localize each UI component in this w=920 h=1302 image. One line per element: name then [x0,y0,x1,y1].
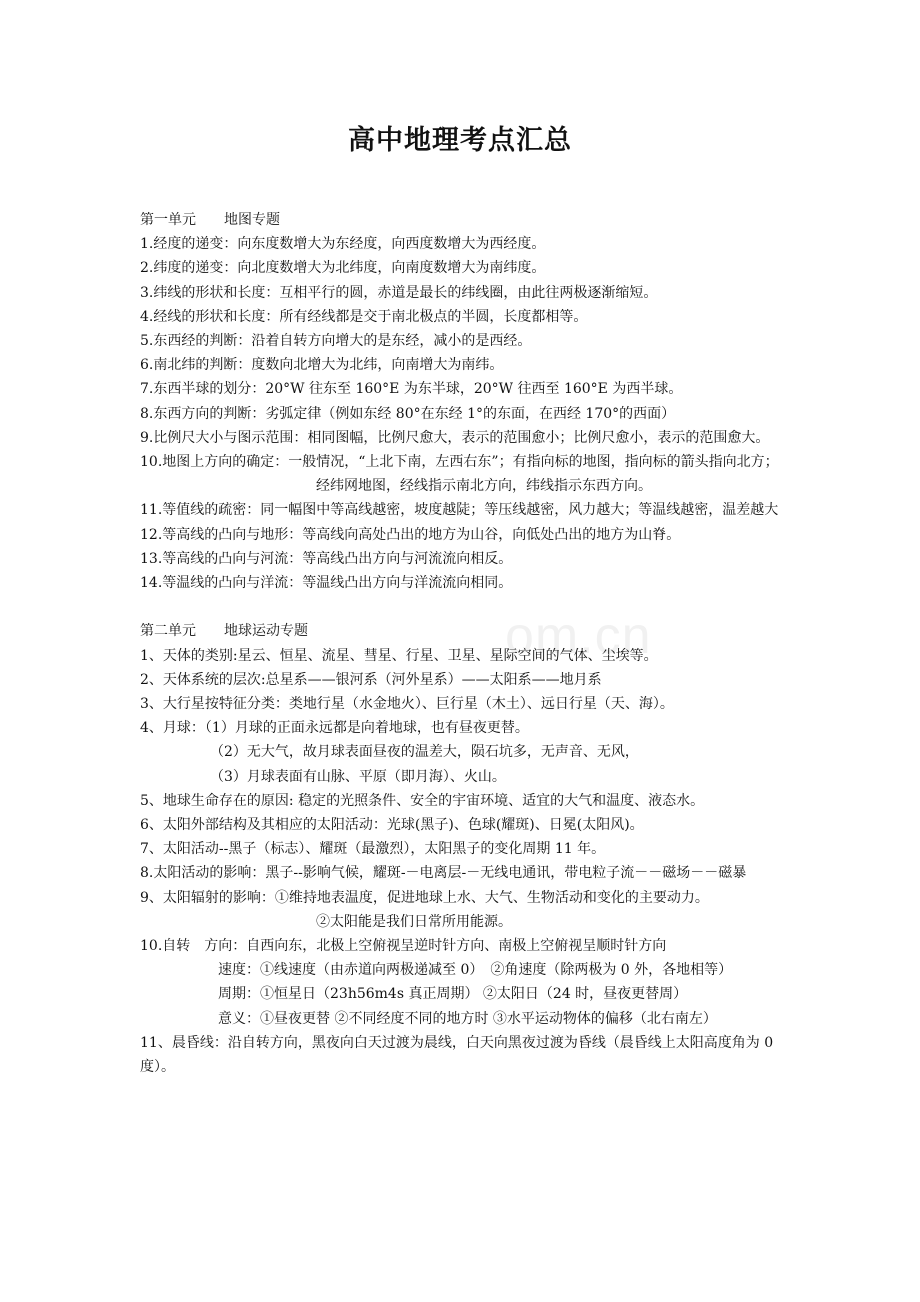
text-line: 1、天体的类别:星云、恒星、流星、彗星、行星、卫星、星际空间的气体、尘埃等。 [140,647,658,664]
text-line: （2）无大气，故月球表面昼夜的温差大，陨石坑多，无声音、无风， [210,744,639,761]
text-line: 4.经线的形状和长度：所有经线都是交于南北极点的半圆，长度都相等。 [140,308,588,325]
page-title: 高中地理考点汇总 [348,125,572,156]
text-line: 9、太阳辐射的影响：①维持地表温度，促进地球上水、大气、生物活动和变化的主要动力。 [140,889,709,906]
text-line: 6、太阳外部结构及其相应的太阳活动：光球(黑子)、色球(耀斑)、日冕(太阳风)。 [140,817,644,834]
text-line: 7.东西半球的划分：20°W 往东至 160°E 为东半球，20°W 往西至 160°E 为西半球。 [140,381,683,398]
text-line: 9.比例尺大小与图示范围：相同图幅，比例尺愈大，表示的范围愈小；比例尺愈小，表示的范围愈大。 [140,429,770,446]
text-line: 周期：①恒星日（23h56m4s 真正周期） ②太阳日（24 时，昼夜更替周） [218,986,688,1003]
text-line: 10.自转 方向：自西向东，北极上空俯视呈逆时针方向、南极上空俯视呈顺时针方向 [140,938,667,955]
text-line: 3、大行星按特征分类：类地行星（水金地火）、巨行星（木土）、远日行星（天、海）。 [140,696,674,713]
text-line: 3.纬线的形状和长度：互相平行的圆，赤道是最长的纬线圈，由此往两极逐渐缩短。 [140,284,658,301]
text-line: 意义：①昼夜更替 ②不同经度不同的地方时 ③水平运动物体的偏移（北右南左） [218,1010,717,1027]
text-line: 10.地图上方向的确定：一般情况，“上北下南，左西右东”；有指向标的地图，指向标的箭头指向北方； [140,454,779,471]
text-line: 2.纬度的递变：向北度数增大为北纬度，向南度数增大为南纬度。 [140,260,546,277]
text-line: 12.等高线的凸向与地形：等高线向高处凸出的地方为山谷，向低处凸出的地方为山脊。 [140,526,681,543]
text-line: 14.等温线的凸向与洋流：等温线凸出方向与洋流流向相同。 [140,575,513,592]
text-line: 11、晨昏线：沿自转方向，黑夜向白天过渡为晨线，白天向黑夜过渡为昏线（晨昏线上太阳高度角为 0 度）。 [140,1034,774,1076]
watermark: om.cn [505,607,652,665]
spacer [140,595,810,619]
text-line: 速度：①线速度（由赤道向两极递减至 0） ②角速度（除两极为 0 外，各地相等） [218,962,733,979]
text-line: 2、天体系统的层次:总星系——银河系（河外星系）——太阳系——地月系 [140,671,602,688]
text-line: 13.等高线的凸向与河流：等高线凸出方向与河流流向相反。 [140,550,513,567]
unit-heading: 第二单元 地球运动专题 [140,623,308,640]
text-line: 8.东西方向的判断：劣弧定律（例如东经 80°在东经 1°的东面，在西经 170°的西面） [140,405,676,422]
text-line: 1.经度的递变：向东度数增大为东经度，向西度数增大为西经度。 [140,236,546,253]
unit-heading: 第一单元 地图专题 [140,212,280,228]
text-line: ②太阳能是我们日常所用能源。 [316,913,512,930]
text-line: 5、地球生命存在的原因: 稳定的光照条件、安全的宇宙环境、适宜的大气和温度、液态水。 [140,792,705,809]
text-line: 6.南北纬的判断：度数向北增大为北纬，向南增大为南纬。 [140,357,504,374]
text-line: 7、太阳活动--黑子（标志）、耀斑（最激烈），太阳黑子的变化周期 11 年。 [140,841,606,858]
text-line: 经纬网地图，经线指示南北方向，纬线指示东西方向。 [316,478,652,495]
document-body [140,208,810,1079]
text-line: 4、月球：（1）月球的正面永远都是向着地球，也有昼夜更替。 [140,720,529,737]
text-line: 5.东西经的判断：沿着自转方向增大的是东经，减小的是西经。 [140,333,532,350]
text-line: （3）月球表面有山脉、平原（即月海）、火山。 [210,768,506,785]
text-line: 11.等值线的疏密：同一幅图中等高线越密，坡度越陡；等压线越密，风力越大；等温线越密，温差越大 [140,502,779,519]
text-line: 8.太阳活动的影响：黑子--影响气候，耀斑-－电离层-－无线电通讯，带电粒子流－－磁场－－磁暴 [140,865,747,882]
